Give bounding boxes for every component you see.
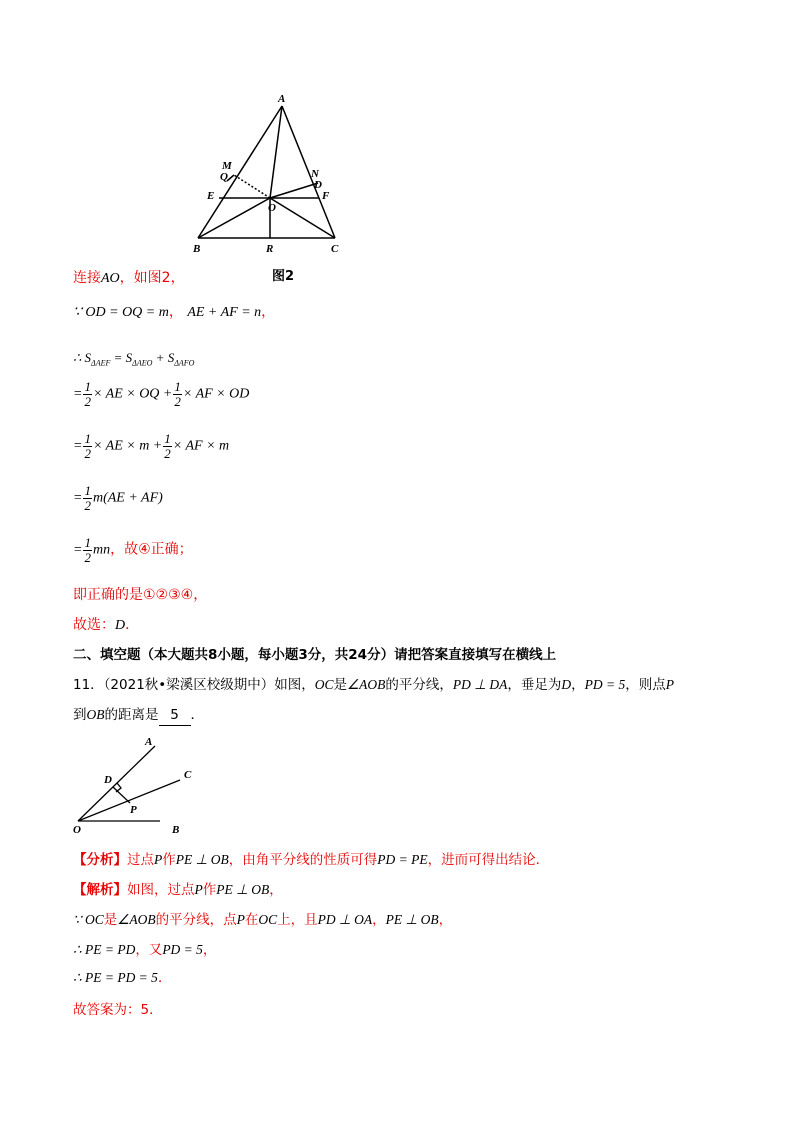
q11-oc: OC xyxy=(314,677,334,692)
sol1-c: ， xyxy=(269,882,283,898)
sol2-m3: OC xyxy=(258,912,278,927)
analysis-t1: 过点 xyxy=(127,852,154,868)
section-heading: 二、填空题（本大题共8小题，每小题3分，共24分）请把答案直接填写在横线上 xyxy=(73,647,557,663)
label-C2: C xyxy=(184,769,192,781)
given-math: ∵ OD = OQ = m xyxy=(73,305,169,320)
q11-d: D xyxy=(561,677,572,692)
sub-afo: ΔAFO xyxy=(174,358,195,368)
step3 xyxy=(73,484,163,513)
step2 xyxy=(73,432,229,461)
triangle-figure xyxy=(185,88,355,278)
step2-b: × AF × m xyxy=(172,438,230,454)
solution-line2 xyxy=(73,910,452,930)
label-F: F xyxy=(322,190,330,202)
q11-line1 xyxy=(73,675,674,695)
frac-num: 1 xyxy=(84,535,91,550)
frac-half xyxy=(83,380,92,409)
step4-eq: = xyxy=(73,542,83,558)
step1-b: × AF × OD xyxy=(182,386,250,402)
label-N: N xyxy=(311,168,319,180)
q11-bisector: 的平分线， xyxy=(385,677,453,693)
therefore-s: ∴ S xyxy=(73,350,92,365)
step1-a: × AE × OQ + xyxy=(92,386,173,402)
correct-line: 即正确的是①②③④， xyxy=(73,587,208,603)
sol3-m: ∴ PE = PD xyxy=(73,942,136,957)
sol1-a: 如图，过点 xyxy=(127,882,195,898)
angle-figure xyxy=(70,733,210,838)
sol2-d: 上，且 xyxy=(277,912,318,928)
choose-text: 故选： xyxy=(73,617,115,633)
analysis-p: P xyxy=(154,852,163,867)
frac-den: 2 xyxy=(84,394,91,409)
sol3-m2: PD = 5 xyxy=(162,942,203,957)
analysis-tag: 【分析】 xyxy=(73,852,127,868)
frac-num: 1 xyxy=(84,483,91,498)
label-D2: D xyxy=(104,774,112,786)
sol2-m4: PD ⊥ OA xyxy=(317,912,373,927)
label-P2: P xyxy=(130,804,137,816)
sol2-m1: ∵ OC xyxy=(73,912,104,927)
label-R: R xyxy=(266,243,274,255)
step4 xyxy=(73,536,193,565)
q11-pd5: PD = 5 xyxy=(584,677,626,692)
sol1-p: P xyxy=(194,882,203,897)
frac-num: 1 xyxy=(84,379,91,394)
q11-angle: ∠AOB xyxy=(347,677,386,692)
step3-eq: = xyxy=(73,490,83,506)
analysis-t2: 作 xyxy=(162,852,176,868)
q11-dist: 的距离是 xyxy=(104,707,159,723)
label-B: B xyxy=(193,243,201,255)
label-E: E xyxy=(207,190,215,202)
solution-line3 xyxy=(73,940,216,960)
solution-tag: 【解析】 xyxy=(73,882,127,898)
step2-eq: = xyxy=(73,438,83,454)
given-line xyxy=(73,302,275,323)
analysis-t4: ，进而可得出结论． xyxy=(427,852,550,868)
sol2-m2: ∠AOB xyxy=(117,912,156,927)
connect-tail: ，如图2， xyxy=(119,270,185,286)
area-line xyxy=(73,348,194,374)
step4-expr: mn xyxy=(92,542,111,558)
solution-line1 xyxy=(73,880,283,900)
q11-number: 11． xyxy=(73,677,104,693)
q11-source: （2021秋•梁溪区校级期中）如图， xyxy=(103,677,315,693)
sol1-b: 作 xyxy=(202,882,217,898)
choose-end: ． xyxy=(125,617,140,633)
q11-ob: OB xyxy=(86,707,105,722)
frac-den: 2 xyxy=(164,446,171,461)
sub-aeo: ΔAEO xyxy=(132,358,153,368)
frac-den: 2 xyxy=(84,446,91,461)
q11-foot: ，垂足为 xyxy=(507,677,562,693)
given-math2: AE + AF = n xyxy=(187,305,262,320)
frac-half xyxy=(83,536,92,565)
analysis-pe-ob: PE ⊥ OB xyxy=(175,852,229,867)
connect-text: 连接 xyxy=(73,270,101,286)
choose-math: D xyxy=(115,618,126,633)
q11-comma: ， xyxy=(571,677,585,693)
q11-period: ． xyxy=(190,707,204,723)
q11-line2 xyxy=(73,705,204,726)
sol4-a: ． xyxy=(157,970,172,986)
given-end: ， xyxy=(261,304,276,320)
sol3-a: ，又 xyxy=(135,942,163,958)
q11-then: ，则点 xyxy=(625,677,666,693)
q11-is: 是 xyxy=(333,677,348,693)
q11-perp: PD ⊥ DA xyxy=(452,677,508,692)
frac-num: 1 xyxy=(174,379,181,394)
label-D: D xyxy=(314,179,322,191)
analysis-t3: ，由角平分线的性质可得 xyxy=(228,852,378,868)
frac-num: 1 xyxy=(164,431,171,446)
solution-line4 xyxy=(73,968,171,988)
frac-half-2 xyxy=(173,380,182,409)
choose-line xyxy=(73,615,139,636)
given-sep: ， xyxy=(168,304,183,320)
sol2-b: 的平分线，点 xyxy=(155,912,237,928)
sol2-p: P xyxy=(236,912,245,927)
connect-line xyxy=(73,268,185,289)
step2-a: × AE × m + xyxy=(92,438,163,454)
figure-caption: 图2 xyxy=(272,269,295,284)
label-C: C xyxy=(331,243,339,255)
frac-half-2 xyxy=(163,432,172,461)
sol2-c: 在 xyxy=(244,912,259,928)
label-B2: B xyxy=(172,824,180,836)
q11-p: P xyxy=(665,677,675,692)
sol2-e: ， xyxy=(372,912,386,928)
step3-expr: m(AE + AF) xyxy=(92,490,163,506)
q11-to: 到 xyxy=(73,707,87,723)
frac-num: 1 xyxy=(84,431,91,446)
label-A2: A xyxy=(145,736,153,748)
step1 xyxy=(73,380,249,409)
answer-line: 故答案为：5． xyxy=(73,1002,163,1018)
frac-den: 2 xyxy=(84,498,91,513)
sol1-m: PE ⊥ OB xyxy=(216,882,270,897)
label-O2: O xyxy=(73,824,81,836)
sol2-m5: PE ⊥ OB xyxy=(385,912,439,927)
label-M: M xyxy=(222,160,232,172)
frac-den: 2 xyxy=(174,394,181,409)
sol2-a: 是 xyxy=(103,912,118,928)
analysis-line xyxy=(73,850,549,870)
label-O: O xyxy=(268,202,276,214)
connect-math: AO xyxy=(101,271,120,286)
sol4-m: ∴ PE = PD = 5 xyxy=(73,970,158,985)
sub-aef: ΔAEF xyxy=(91,358,111,368)
q11-answer: 5 xyxy=(159,705,191,726)
label-Q: Q xyxy=(220,171,228,183)
plus-s: + S xyxy=(152,350,175,365)
sol2-f: ， xyxy=(438,912,453,928)
frac-half xyxy=(83,484,92,513)
frac-half xyxy=(83,432,92,461)
eq-s: = S xyxy=(110,350,133,365)
step1-eq: = xyxy=(73,386,83,402)
sol3-b: ， xyxy=(202,942,217,958)
label-A: A xyxy=(278,93,286,105)
frac-den: 2 xyxy=(84,550,91,565)
analysis-pd-pe: PD = PE xyxy=(377,852,428,867)
step4-tail: ，故④正确； xyxy=(110,541,193,558)
